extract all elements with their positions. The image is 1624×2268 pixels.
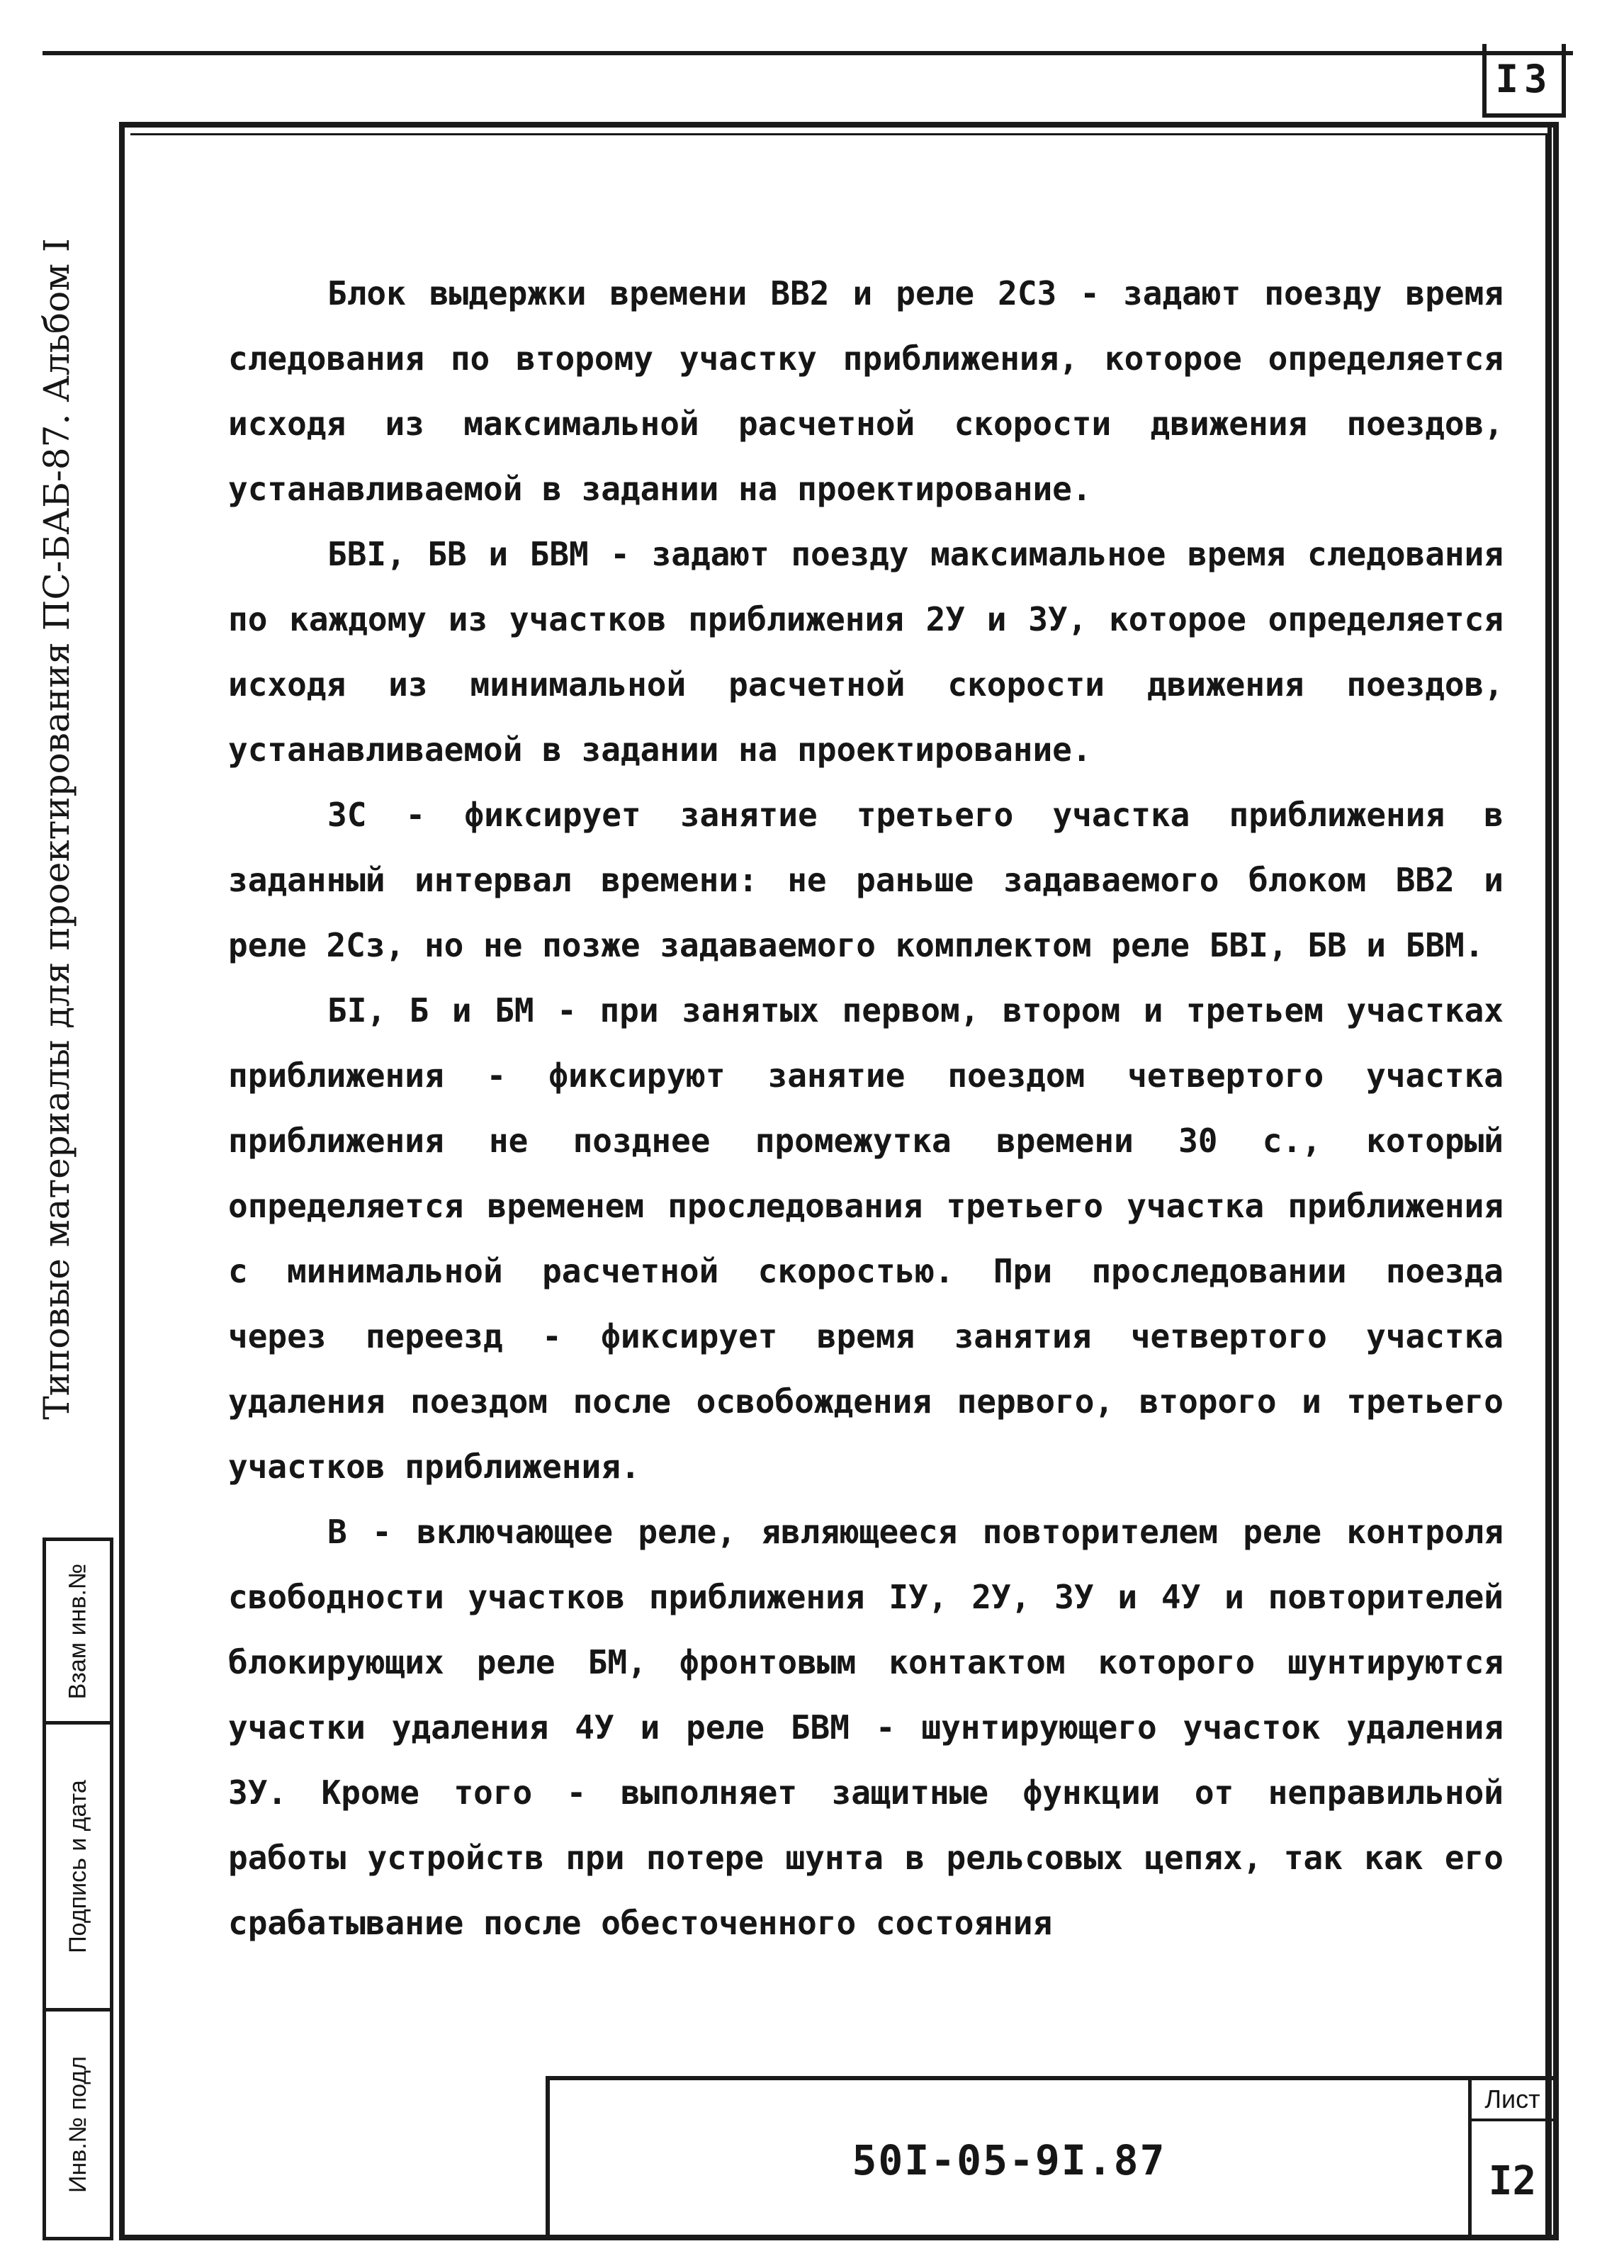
stamp-inv-podl-label: Инв.№ подл xyxy=(64,2055,91,2193)
frame-right-bar xyxy=(1547,122,1552,2240)
document-code: 50I-05-9I.87 xyxy=(852,2136,1166,2184)
sheet-number: I2 xyxy=(1488,2157,1537,2204)
paragraph: БI, Б и БМ - при занятых первом, втором и третьем участках приближения - фиксируют занятие поездом четвертого участка приближения не позднее промежутка времени 30 с., который определяется временем проследования третьего участка приближения с минимальной расчетной скоростью. При проследовании поезда через переезд - фиксирует время занятия четвертого участка удаления поездом после освобождения первого, второго и третьего участков приближения. xyxy=(228,991,1504,1486)
stamp-vzam-inv xyxy=(43,1538,113,1725)
album-title-wrap xyxy=(14,238,99,1420)
top-rule xyxy=(43,51,1573,55)
stamp-vzam-inv-label: Взам инв.№ xyxy=(64,1563,91,1699)
stamp-podpis-data-label: Подпись и дата xyxy=(64,1779,91,1953)
stamp-inv-podl xyxy=(43,2008,113,2240)
paragraph: В - включающее реле, являющееся повторителем реле контроля свободности участков приближения IУ, 2У, ЗУ и 4У и повторителей блокирующих реле БМ, фронтовым контактом которого шунтируются участки удаления 4У и реле БВМ - шунтирующего участок удаления ЗУ. Кроме того - выполняет защитные функции от неправильной работы устройств при потере шунта в рельсовых цепях, так как его срабатывание после обесточенного состояния xyxy=(228,1513,1504,1942)
sheet-label: Лист xyxy=(1472,2080,1553,2121)
body-text xyxy=(228,261,1504,1956)
stamp-podpis-data xyxy=(43,1721,113,2012)
paragraph: БВI, БВ и БВМ - задают поезду максимальное время следования по каждому из участков приближения 2У и ЗУ, которое определяется исходя из минимальной расчетной скорости движения поездов, устанавливаемой в задании на проектирование. xyxy=(228,535,1504,769)
album-title: Типовые материалы для проектирования ПС-БАБ-87. Альбом I xyxy=(36,238,77,1420)
paragraph: ЗС - фиксирует занятие третьего участка приближения в заданный интервал времени: не раньше задаваемого блоком ВВ2 и реле 2Сз, но не позже задаваемого комплектом реле БВI, БВ и БВМ. xyxy=(228,796,1504,964)
paragraph: Блок выдержки времени ВВ2 и реле 2СЗ - задают поезду время следования по второму участку приближения, которое определяется исходя из максимальной расчетной скорости движения поездов, устанавливаемой в задании на проектирование. xyxy=(228,274,1504,508)
page-number: I3 xyxy=(1482,44,1566,118)
